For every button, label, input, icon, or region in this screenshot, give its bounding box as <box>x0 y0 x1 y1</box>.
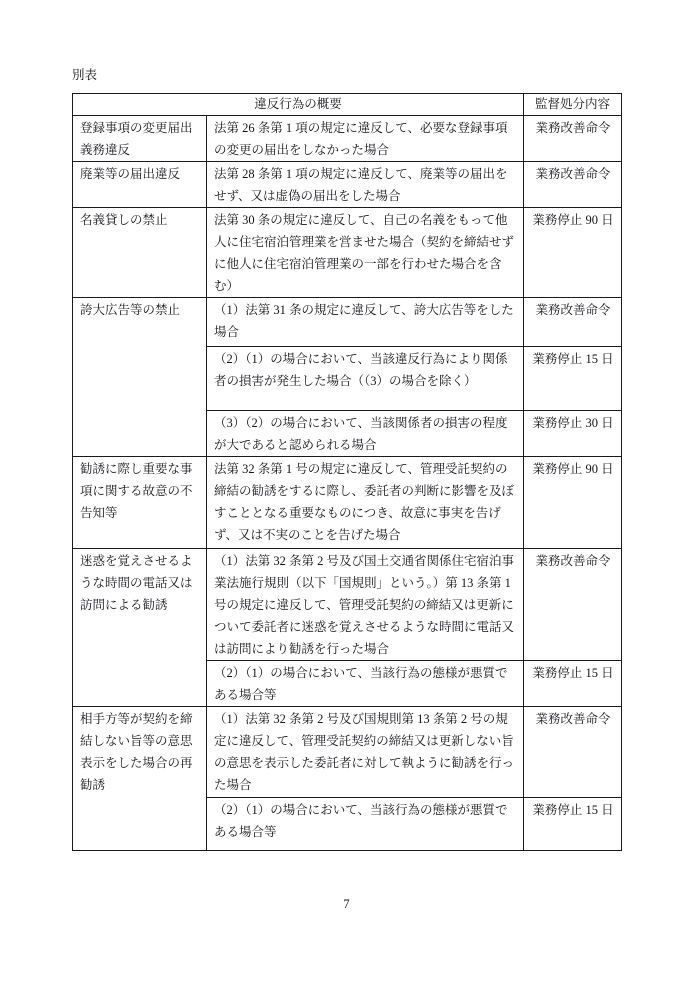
disposition-cell: 業務停止 15 日 <box>524 347 622 411</box>
category-cell: 誇大広告等の禁止 <box>73 298 207 457</box>
category-cell: 相手方等が契約を締結しない旨等の意思表示をした場合の再勧誘 <box>73 707 207 851</box>
description-cell: （2）（1）の場合において、当該行為の態様が悪質である場合等 <box>207 661 524 707</box>
description-cell: （1）法第 32 条第 2 号及び国規則第 13 条第 2 号の規定に違反して、管理受託契約の締結又は更新しない旨の意思を表示した委託者に対して執ように勧誘を行った場合 <box>207 707 524 798</box>
table-caption: 別表 <box>72 68 98 82</box>
category-cell: 勧誘に際し重要な事項に関する故意の不告知等 <box>73 457 207 549</box>
table-row <box>73 298 622 347</box>
header-violation-summary: 違反行為の概要 <box>73 94 524 116</box>
category-cell: 名義貸しの禁止 <box>73 208 207 298</box>
description-cell: （1）法第 32 条第 2 号及び国土交通省関係住宅宿泊事業法施行規則（以下「国規則」という。）第 13 条第 1 号の規定に違反して、管理受託契約の締結又は更新について委託者に迷惑を覚えさせるような時間に電話又は訪問により勧誘を行った場合 <box>207 549 524 661</box>
table-row <box>73 162 622 208</box>
disposition-cell: 業務停止 15 日 <box>524 798 622 851</box>
violation-disposition-table <box>72 93 622 851</box>
table-header-row <box>73 94 622 116</box>
table-row <box>73 549 622 661</box>
page-number: 7 <box>343 897 350 911</box>
description-cell: 法第 28 条第 1 項の規定に違反して、廃業等の届出をせず、又は虚偽の届出をした場合 <box>207 162 524 208</box>
description-cell: （1）法第 31 条の規定に違反して、誇大広告等をした場合 <box>207 298 524 347</box>
description-cell: （2）（1）の場合において、当該行為の態様が悪質である場合等 <box>207 798 524 851</box>
category-cell: 廃業等の届出違反 <box>73 162 207 208</box>
category-cell: 迷惑を覚えさせるような時間の電話又は訪問による勧誘 <box>73 549 207 707</box>
table-row <box>73 208 622 298</box>
disposition-cell: 業務改善命令 <box>524 549 622 661</box>
description-cell: 法第 26 条第 1 項の規定に違反して、必要な登録事項の変更の届出をしなかった場合 <box>207 116 524 162</box>
description-cell: 法第 32 条第 1 号の規定に違反して、管理受託契約の締結の勧誘をするに際し、委託者の判断に影響を及ぼすこととなる重要なものにつき、故意に事実を告げず、又は不実のことを告げた場合 <box>207 457 524 549</box>
category-cell: 登録事項の変更届出義務違反 <box>73 116 207 162</box>
disposition-cell: 業務改善命令 <box>524 707 622 798</box>
disposition-cell: 業務停止 15 日 <box>524 661 622 707</box>
header-disposition: 監督処分内容 <box>524 94 622 116</box>
description-cell: （3）（2）の場合において、当該関係者の損害の程度が大であると認められる場合 <box>207 411 524 457</box>
table-row <box>73 457 622 549</box>
disposition-cell: 業務改善命令 <box>524 298 622 347</box>
description-cell: （2）（1）の場合において、当該違反行為により関係者の損害が発生した場合（（3）の場合を除く） <box>207 347 524 411</box>
disposition-cell: 業務停止 90 日 <box>524 208 622 298</box>
table-row <box>73 116 622 162</box>
disposition-cell: 業務停止 90 日 <box>524 457 622 549</box>
disposition-cell: 業務改善命令 <box>524 116 622 162</box>
description-cell: 法第 30 条の規定に違反して、自己の名義をもって他人に住宅宿泊管理業を営ませた場合（契約を締結せずに他人に住宅宿泊管理業の一部を行わせた場合を含む） <box>207 208 524 298</box>
disposition-cell: 業務改善命令 <box>524 162 622 208</box>
disposition-cell: 業務停止 30 日 <box>524 411 622 457</box>
table-row <box>73 707 622 798</box>
